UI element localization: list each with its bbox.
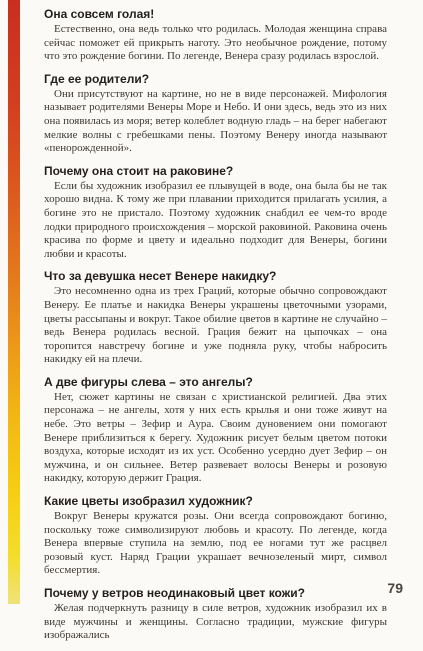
question-heading: Почему она стоит на раковине? bbox=[44, 163, 234, 178]
page-content bbox=[44, 7, 387, 651]
qa-section-2 bbox=[44, 72, 387, 156]
answer-paragraph: Желая подчеркнуть разницу в силе ветров, художник изобразил их в виде мужчины и женщины. Согласно традиции, мужские фигуры изображались bbox=[44, 602, 387, 642]
question-heading: Что за девушка несет Венере накидку? bbox=[44, 269, 277, 284]
answer-paragraph: Нет, сюжет картины не связан с христианской религией. Два этих персонажа – не ангелы, хотя у них есть крылья и они тоже живут на небе. Это ветры – Зефир и Аура. Своим дуновением они помогают Венере приблизиться к берегу. Художник рисует белым цветом потоки воздуха, которые исходят из их уст. Особенно усердно дует Зефир – он мужчина, и он сильнее. Ветер развевает волосы Венеры и розовую накидку, которую держит Грация. bbox=[44, 390, 387, 485]
color-gradient-stripe bbox=[8, 0, 20, 604]
answer-paragraph: Если бы художник изобразил ее плывущей в воде, она была бы не так хорошо видна. К тому же при плавании приходится прилагать усилия, а богине это не пристало. Поэтому художник снабдил ее чем-то вроде лодки природного происхождения – морской раковиной. Раковина очень красива по форме и цвету и идеально подходит для Венеры, богини любви и красоты. bbox=[44, 179, 387, 260]
question-heading: Почему у ветров неодинаковый цвет кожи? bbox=[44, 586, 305, 600]
question-heading: А две фигуры слева – это ангелы? bbox=[44, 374, 253, 389]
qa-section-3 bbox=[44, 164, 387, 262]
question-heading: Где ее родители? bbox=[44, 71, 150, 86]
question-heading: Какие цветы изобразил художник? bbox=[44, 494, 253, 509]
answer-paragraph: Естественно, она ведь только что родилась. Молодая женщина справа сейчас поможет ей прикрыть наготу. Это необычное рождение, потому что это рождение богини. По легенде, Венера сразу родилась взрослой. bbox=[44, 23, 387, 63]
answer-paragraph: Вокруг Венеры кружатся розы. Они всегда сопровождают богиню, поскольку тоже символизируют любовь и красоту. По легенде, когда Венера впервые ступила на землю, под ее ногами тут же расцвел розовый куст. Наряд Грации украшает вечнозеленый мирт, символ бессмертия. bbox=[44, 510, 387, 577]
qa-section-1 bbox=[44, 7, 387, 64]
answer-paragraph: Это несомненно одна из трех Граций, которые обычно сопровождают Венеру. Ее платье и накидка Венеры украшены цветочными узорами, цветы рассыпаны и вокруг. Такое обилие цветов в картине не случайно – ведь Венера родилась весной. Грация бежит на цыпочках – она торопится навстречу богине и уже подняла руку, чтобы набросить накидку ей на плечи. bbox=[44, 285, 387, 366]
qa-section-4 bbox=[44, 269, 387, 367]
answer-paragraph: Они присутствуют на картине, но не в виде персонажей. Мифология называет родителями Венеры Море и Небо. И они здесь, ведь это из них она появилась из моря; ветер колеблет водную гладь – на берег набегают мелкие волны с гребешками пены. Поэтому Венеру иногда называют «пенорожденной». bbox=[44, 87, 387, 155]
question-heading: Она совсем голая! bbox=[44, 7, 155, 21]
qa-section-5 bbox=[44, 375, 387, 486]
qa-section-7 bbox=[44, 586, 387, 643]
qa-section-6 bbox=[44, 494, 387, 578]
page-number: 79 bbox=[387, 580, 403, 596]
